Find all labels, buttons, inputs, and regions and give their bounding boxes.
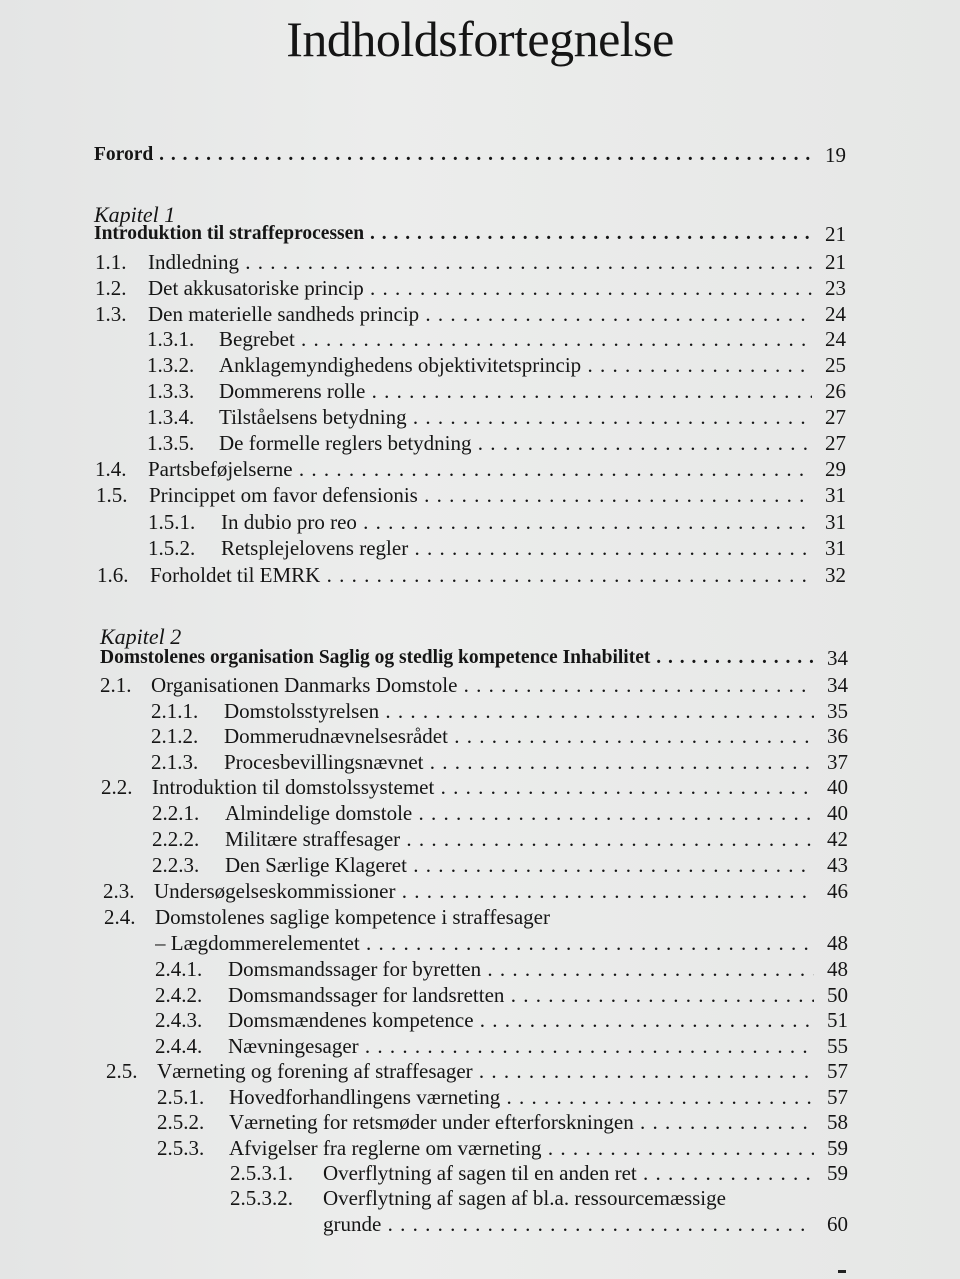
toc-page-number: 48 (827, 931, 848, 955)
toc-entry (147, 377, 846, 405)
toc-entry (95, 248, 846, 276)
toc-entry-number: 1.6. (97, 563, 129, 587)
toc-entry (104, 903, 848, 931)
toc-page-number: 31 (825, 483, 846, 507)
toc-entry (151, 697, 848, 725)
toc-entry-number: 1.2. (95, 276, 127, 300)
toc-entry-text: Anklagemyndighedens objektivitetsprincip . . . (219, 351, 812, 379)
toc-entry-text: Organisationen Danmarks Domstole . . . (151, 671, 814, 699)
toc-entry-text: Dommerens rolle . . . (219, 377, 812, 405)
toc-entry (151, 748, 848, 776)
toc-entry-number: 2.2. (101, 775, 133, 799)
toc-entry-number: 2.5.1. (157, 1085, 205, 1109)
toc-entry-number: 1.3.1. (147, 327, 195, 351)
toc-page-number: 29 (825, 457, 846, 481)
toc-entry-text: Domsmandssager for landsretten . . . (228, 981, 814, 1009)
toc-page-number: 23 (825, 276, 846, 300)
toc-entry (157, 1083, 848, 1111)
toc-entry-number: 1.5. (96, 483, 128, 507)
toc-entry-text: Domstolsstyrelsen . . . (224, 697, 814, 725)
toc-entry-number: 1.3.3. (147, 379, 195, 403)
toc-page-number: 59 (827, 1136, 848, 1160)
toc-entry-text: Domstolenes saglige kompetence i straffesager (155, 905, 550, 929)
toc-page-number: 31 (825, 536, 846, 560)
toc-entry-text: Retsplejelovens regler . . . (221, 534, 812, 562)
toc-page-number: 48 (827, 957, 848, 981)
toc-entry (157, 1108, 848, 1136)
chapter-heading (100, 644, 848, 672)
toc-entry-number: 1.1. (95, 250, 127, 274)
toc-page-number: 46 (827, 879, 848, 903)
toc-page-number: 36 (827, 724, 848, 748)
toc-entry-continuation (230, 1210, 848, 1238)
toc-entry-text: Det akkusatoriske princip . . . (148, 274, 812, 302)
toc-entry-text: Overflytning af sagen til en anden ret . . . (323, 1159, 814, 1187)
toc-entry-text: Den Særlige Klageret . . . (225, 851, 814, 879)
toc-entry-text: Domsmandssager for byretten . . . (228, 955, 814, 983)
toc-page-number: 37 (827, 750, 848, 774)
toc-entry (147, 325, 846, 353)
toc-page-number: 57 (827, 1085, 848, 1109)
toc-entry-number: 1.3.5. (147, 431, 195, 455)
toc-entry-text: Værneting og forening af straffesager . . . (157, 1057, 814, 1085)
toc-entry-text: Partsbeføjelserne . . . (148, 455, 812, 483)
toc-entry-text: Introduktion til straffeprocessen . . . (94, 220, 812, 248)
toc-entry-text: grunde . . . (323, 1210, 814, 1238)
toc-entry (230, 1184, 848, 1212)
toc-entry-number: 2.4.4. (155, 1034, 203, 1058)
toc-entry (155, 981, 848, 1009)
toc-entry-text: Indledning . . . (148, 248, 812, 276)
toc-entry (152, 825, 848, 853)
toc-entry (101, 773, 848, 801)
toc-page-number: 32 (825, 563, 846, 587)
toc-page-number: 21 (825, 250, 846, 274)
toc-entry-text: Princippet om favor defensionis . . . (149, 481, 812, 509)
toc-entry-text: Militære straffesager . . . (225, 825, 814, 853)
toc-entry-number: 2.4.3. (155, 1008, 203, 1032)
toc-entry-number: 2.1.1. (151, 699, 199, 723)
toc-page-number: 27 (825, 405, 846, 429)
toc-entry-number: 2.5.3.1. (230, 1161, 293, 1185)
toc-entry (152, 851, 848, 879)
toc-entry-number: 2.5.3. (157, 1136, 205, 1160)
toc-entry (155, 1032, 848, 1060)
toc-entry-number: 2.5.2. (157, 1110, 205, 1134)
toc-entry (147, 351, 846, 379)
toc-entry-forord (94, 141, 846, 169)
toc-entry-number: 2.3. (103, 879, 135, 903)
toc-entry-text: Introduktion til domstolssystemet . . . (152, 773, 814, 801)
toc-page-number: 25 (825, 353, 846, 377)
toc-entry-text: Nævningesager . . . (228, 1032, 814, 1060)
toc-entry-number: 1.5.2. (148, 536, 196, 560)
toc-entry-number: 1.3.4. (147, 405, 195, 429)
toc-entry-text: Tilståelsens betydning . . . (219, 403, 812, 431)
toc-entry-number: 2.5.3.2. (230, 1186, 293, 1210)
toc-entry-number: 2.1. (100, 673, 132, 697)
toc-entry-number: 2.2.3. (152, 853, 200, 877)
toc-page-number: 35 (827, 699, 848, 723)
toc-entry-text: Almindelige domstole . . . (225, 799, 814, 827)
toc-page-number: 57 (827, 1059, 848, 1083)
toc-entry-text: Overflytning af sagen af bl.a. ressourcemæssige (323, 1186, 726, 1210)
toc-page-number: 19 (825, 143, 846, 167)
toc-entry (96, 481, 846, 509)
toc-page-number: 21 (825, 222, 846, 246)
toc-page-number: 31 (825, 510, 846, 534)
toc-entry-text: Forholdet til EMRK . . . (150, 561, 812, 589)
toc-page-number: 34 (827, 646, 848, 670)
toc-entry-number: 1.3. (95, 302, 127, 326)
toc-page-number: 55 (827, 1034, 848, 1058)
toc-entry-text: – Lægdommerelementet . . . (155, 929, 814, 957)
toc-entry (106, 1057, 848, 1085)
toc-page-number: 24 (825, 327, 846, 351)
toc-entry-number: 1.3.2. (147, 353, 195, 377)
page-folio-mark (838, 1270, 846, 1273)
toc-entry-number: 2.4.1. (155, 957, 203, 981)
toc-page-number: 24 (825, 302, 846, 326)
toc-entry-text: Værneting for retsmøder under efterforskningen . . . (229, 1108, 814, 1136)
toc-entry (155, 955, 848, 983)
toc-entry-text: Den materielle sandheds princip . . . (148, 300, 812, 328)
toc-page-number: 60 (827, 1212, 848, 1236)
page-title: Indholdsfortegnelse (286, 11, 674, 67)
toc-entry (148, 508, 846, 536)
toc-entry-number: 2.4.2. (155, 983, 203, 1007)
chapter-heading (94, 220, 846, 248)
toc-entry-text: Domsmændenes kompetence . . . (228, 1006, 814, 1034)
toc-entry-text: Domstolenes organisation Saglig og stedlig kompetence Inhabilitet . . . (100, 644, 814, 672)
toc-entry-continuation (104, 929, 848, 957)
toc-page-number: 50 (827, 983, 848, 1007)
toc-entry (147, 429, 846, 457)
toc-entry-text: Begrebet . . . (219, 325, 812, 353)
chapter-label: Kapitel 2 (100, 624, 182, 649)
toc-entry (97, 561, 846, 589)
toc-entry (95, 300, 846, 328)
toc-entry-number: 2.4. (104, 905, 136, 929)
toc-page-number: 34 (827, 673, 848, 697)
toc-entry-text: Hovedforhandlingens værneting . . . (229, 1083, 814, 1111)
toc-entry (148, 534, 846, 562)
toc-page-number: 42 (827, 827, 848, 851)
toc-entry (157, 1134, 848, 1162)
toc-entry-number: 1.5.1. (148, 510, 196, 534)
toc-entry (147, 403, 846, 431)
toc-entry-number: 2.5. (106, 1059, 138, 1083)
toc-entry (230, 1159, 848, 1187)
toc-entry (100, 671, 848, 699)
toc-entry-number: 2.1.2. (151, 724, 199, 748)
toc-page-number: 40 (827, 775, 848, 799)
toc-page-number: 43 (827, 853, 848, 877)
toc-page-number: 58 (827, 1110, 848, 1134)
toc-entry-text: Procesbevillingsnævnet . . . (224, 748, 814, 776)
toc-page-number: 40 (827, 801, 848, 825)
toc-entry-text: Dommerudnævnelsesrådet . . . (224, 722, 814, 750)
toc-entry-number: 2.1.3. (151, 750, 199, 774)
toc-page-number: 59 (827, 1161, 848, 1185)
toc-entry (152, 799, 848, 827)
toc-entry-text: In dubio pro reo . . . (221, 508, 812, 536)
toc-entry-text: Afvigelser fra reglerne om værneting . . . (229, 1134, 814, 1162)
toc-page-number: 26 (825, 379, 846, 403)
toc-entry-number: 2.2.1. (152, 801, 200, 825)
toc-entry-text: Forord . . . (94, 141, 812, 169)
chapter-label: Kapitel 1 (94, 202, 176, 227)
toc-entry-number: 2.2.2. (152, 827, 200, 851)
toc-entry (151, 722, 848, 750)
toc-page-number: 51 (827, 1008, 848, 1032)
toc-entry-text: De formelle reglers betydning . . . (219, 429, 812, 457)
toc-entry (95, 455, 846, 483)
toc-entry-number: 1.4. (95, 457, 127, 481)
toc-entry (103, 877, 848, 905)
toc-entry-text: Undersøgelseskommissioner . . . (154, 877, 814, 905)
toc-page-number: 27 (825, 431, 846, 455)
toc-entry (95, 274, 846, 302)
toc-entry (155, 1006, 848, 1034)
